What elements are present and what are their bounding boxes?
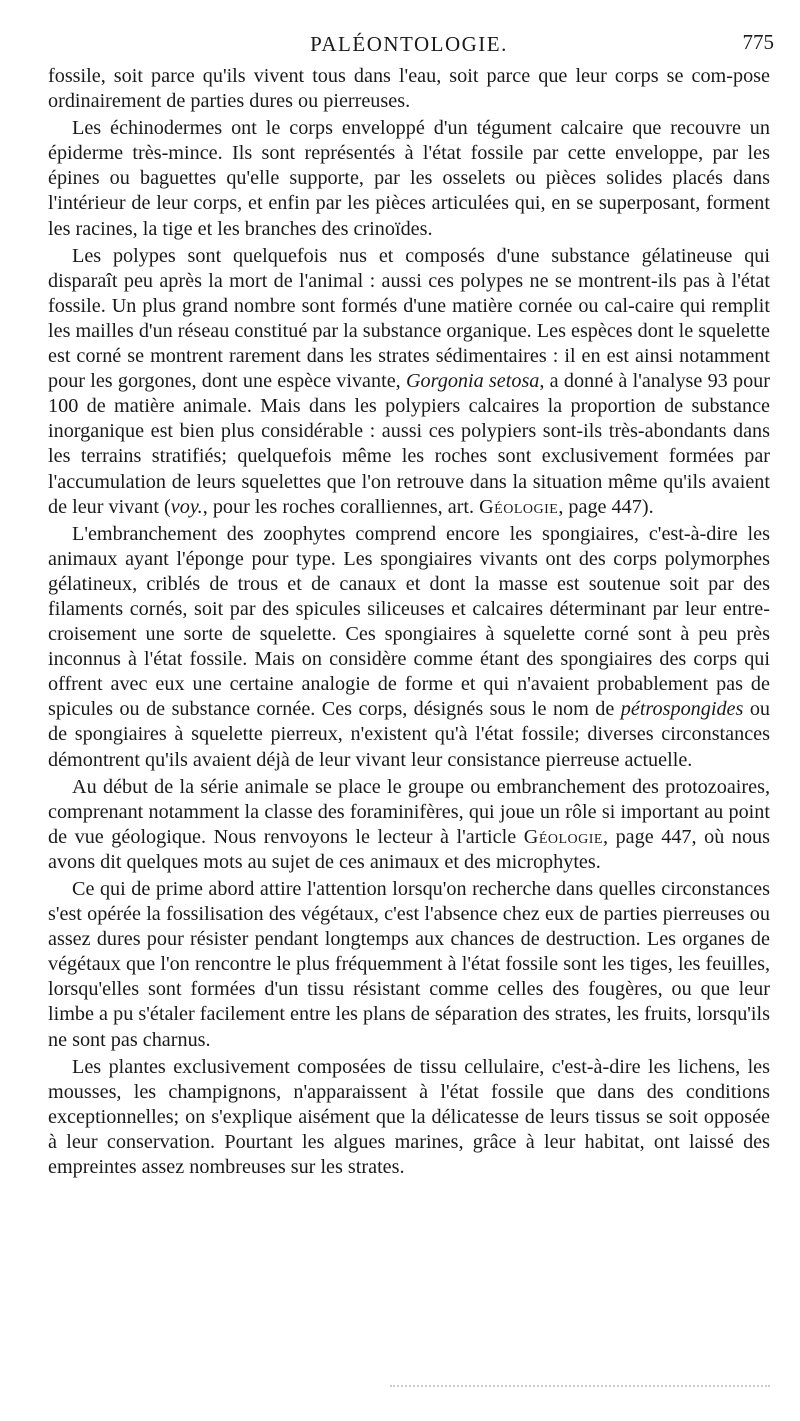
page-number: 775 — [742, 30, 774, 54]
paragraph — [48, 522, 770, 773]
print-artifact — [390, 1385, 770, 1391]
text-run: Les échinodermes ont le corps enveloppé d'un tégument calcaire que recouvre un épiderme très-mince. Ils sont représentés à l'état fossile par cette enveloppe, par les épines ou baguettes qu'elle supporte, par les osselets ou pièces solides placés dans l'intérieur de leur corps, et enfin par les pièces articulées qui, en se superposant, forment les racines, la tige et les branches des crinoïdes. — [48, 117, 770, 240]
page-header — [44, 30, 774, 56]
text-run: Au début de la série animale se place le groupe ou embranchement des protozoaires, comprenant notamment la classe des foraminifères, qui joue un rôle si important au point de vue géologique. Nous renvoyons le lecteur à l'article — [48, 775, 770, 848]
text-run: fossile, soit parce qu'ils vivent tous dans l'eau, soit parce que leur corps se com-pose ordinairement de parties dures ou pierreuses. — [48, 65, 770, 113]
paragraph — [48, 775, 770, 875]
italic-term: pétrospongides — [620, 698, 744, 721]
running-head: PALÉONTOLOGIE. — [310, 32, 508, 56]
text-run: Les polypes sont quelquefois nus et composés d'une substance gélatineuse qui disparaît peu après la mort de l'animal : aussi ces polypes ne se montrent-ils pas à l'état fossile. Un plus grand nombre sont formés d'une matière cornée ou cal-caire qui remplit les mailles d'un réseau constitué par la substance organique. Les espèces dont le squelette est corné se montrent rarement dans les strates sédimentaires : il en est ainsi notamment pour les gorgones, dont une espèce vivante, — [48, 244, 770, 393]
text-run: , pour les roches coralliennes, art. — [202, 495, 480, 518]
paragraph — [48, 64, 770, 114]
body-text — [48, 64, 770, 1180]
text-run: ou de spongiaires à squelette pierreux, n'existent qu'à l'état fossile; diverses circonstances démontrent qu'ils avaient déjà de leur vivant leur consistance pierreuse actuelle. — [48, 698, 771, 771]
small-caps-term: Géologie — [479, 495, 559, 518]
paragraph — [48, 1055, 770, 1180]
italic-term: Gorgonia setosa — [405, 370, 540, 393]
text-run: Ce qui de prime abord attire l'attention lorsqu'on recherche dans quelles circonstances s'est opérée la fossilisation des végétaux, c'est l'absence chez eux de parties pierreuses ou assez dures pour résister pendant longtemps aux chances de destruction. Les organes de végétaux que l'on rencontre le plus fréquemment à l'état fossile sont les tiges, les feuilles, lorsqu'elles sont formées d'un tissu résistant comme celles des fougères, ou que leur limbe a pu s'étaler facilement entre les plans de séparation des strates, les fruits, lorsqu'ils ne sont pas charnus. — [48, 878, 770, 1051]
text-run: Les plantes exclusivement composées de tissu cellulaire, c'est-à-dire les lichens, les mousses, les champignons, n'apparaissent à l'état fossile que dans des conditions exceptionnelles; on s'explique aisément que la délicatesse de leurs tissus se soit opposée à leur conservation. Pourtant les algues marines, grâce à leur habitat, ont laissé des empreintes assez nombreuses sur les strates. — [48, 1055, 770, 1179]
text-run: , a donné à l'analyse 93 pour 100 de matière animale. Mais dans les polypiers calcaires la proportion de substance inorganique est bien plus considérable : aussi ces polypiers sont-ils très-abondants dans les terrains stratifiés; quelquefois même les roches sont exclusivement formées par l'accumulation de leurs squelettes que l'on retrouve dans la situation même qu'ils avaient de leur vivant ( — [48, 370, 770, 518]
paragraph — [48, 877, 770, 1053]
text-run: , page 447, où nous avons dit quelques mots au sujet de ces animaux et des microphytes. — [48, 825, 770, 873]
paragraph — [48, 244, 770, 520]
paragraph — [48, 116, 770, 241]
text-run: , page 447). — [558, 495, 654, 518]
small-caps-term: Géologie — [523, 825, 603, 848]
italic-term: voy. — [170, 495, 203, 518]
text-run: L'embranchement des zoophytes comprend encore les spongiaires, c'est-à-dire les animaux ayant l'éponge pour type. Les spongiaires vivants ont des corps polymorphes gélatineux, criblés de trous et de canaux et dont la masse est soutenue soit par des filaments cornés, soit par des spicules siliceuses et calcaires déterminant par leur entre-croisement une sorte de squelette. Ces spongiaires à squelette corné sont à peu près inconnus à l'état fossile. Mais on considère comme étant des spongiaires des corps qui offrent avec eux une certaine analogie de forme et qui n'avaient probablement pas de spicules ou de substance cornée. Ces corps, désignés sous le nom de — [48, 522, 770, 721]
